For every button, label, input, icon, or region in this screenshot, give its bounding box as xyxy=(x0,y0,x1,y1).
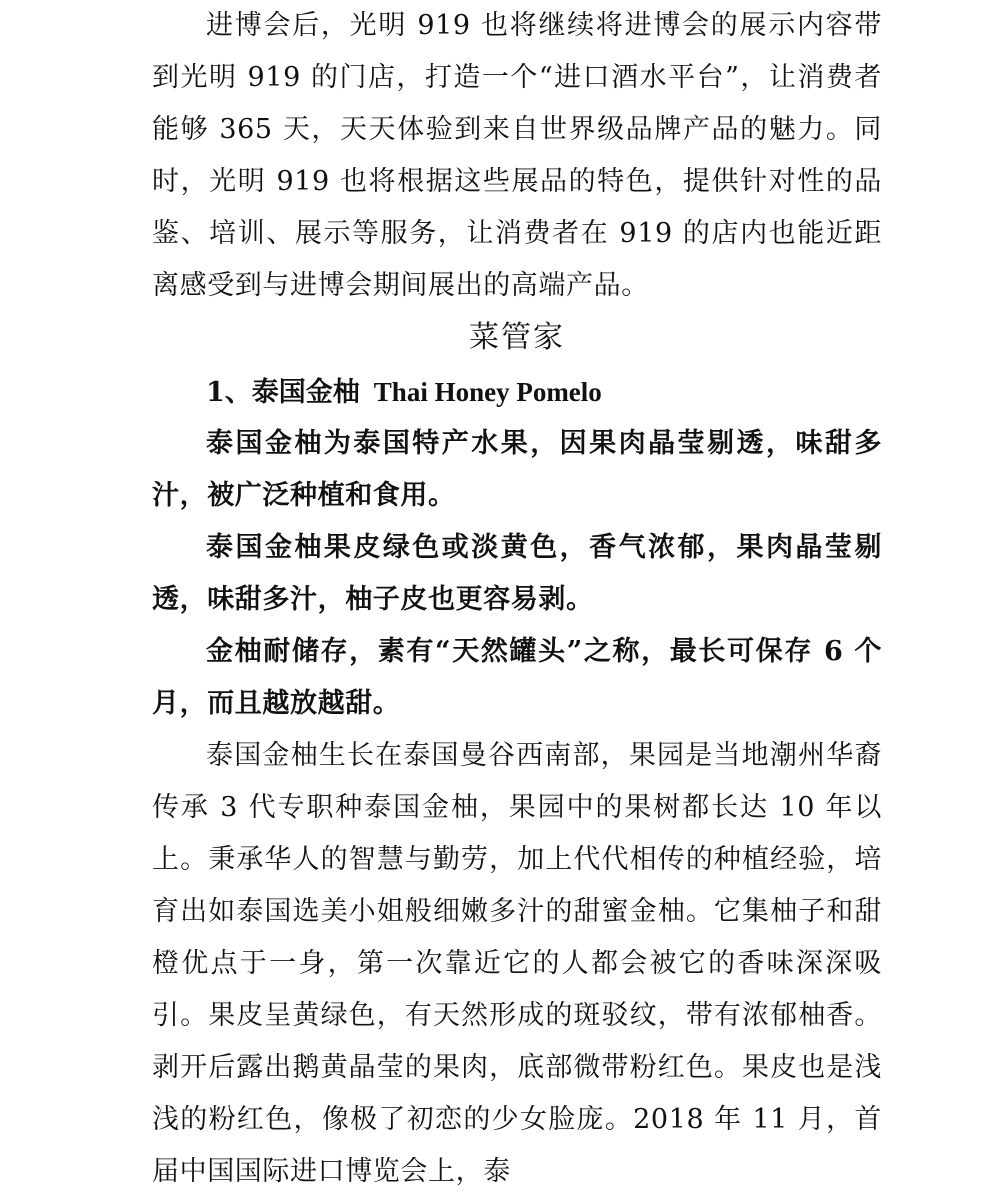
body-paragraph: 泰国金柚为泰国特产水果，因果肉晶莹剔透，味甜多汁，被广泛种植和食用。 xyxy=(152,428,882,511)
item-english-name: Thai Honey Pomelo xyxy=(373,377,602,407)
body-paragraph: 金柚耐储存，素有“天然罐头”之称，最长可保存 6 个月，而且越放越甜。 xyxy=(152,636,882,719)
body-paragraph: 泰国金柚果皮绿色或淡黄色，香气浓郁，果肉晶莹剔透，味甜多汁，柚子皮也更容易剥。 xyxy=(152,532,882,615)
item-title xyxy=(152,366,882,419)
item-number: 1、泰国金柚 xyxy=(206,377,360,408)
section-heading: 菜管家 xyxy=(469,320,565,355)
intro-paragraph: 进博会后，光明 919 也将继续将进博会的展示内容带到光明 919 的门店，打造一个“进口酒水平台”，让消费者能够 365 天，天天体验到来自世界级品牌产品的魅力。同时，光明 919 也将根据这些展品的特色，提供针对性的品鉴、培训、展示等服务，让消费者在 919 的店内也能近距离感受到与进博会期间展出的高端产品。 xyxy=(152,10,882,301)
body-paragraph: 泰国金柚生长在泰国曼谷西南部，果园是当地潮州华裔传承 3 代专职种泰国金柚，果园中的果树都长达 10 年以上。秉承华人的智慧与勤劳，加上代代相传的种植经验，培育出如泰国选美小姐般细嫩多汁的甜蜜金柚。它集柚子和甜橙优点于一身，第一次靠近它的人都会被它的香味深深吸引。果皮呈黄绿色，有天然形成的斑驳纹，带有浓郁柚香。剥开后露出鹅黄晶莹的果肉，底部微带粉红色。果皮也是浅浅的粉红色，像极了初恋的少女脸庞。2018 年 11 月，首届中国国际进口博览会上，泰 xyxy=(152,740,882,1187)
